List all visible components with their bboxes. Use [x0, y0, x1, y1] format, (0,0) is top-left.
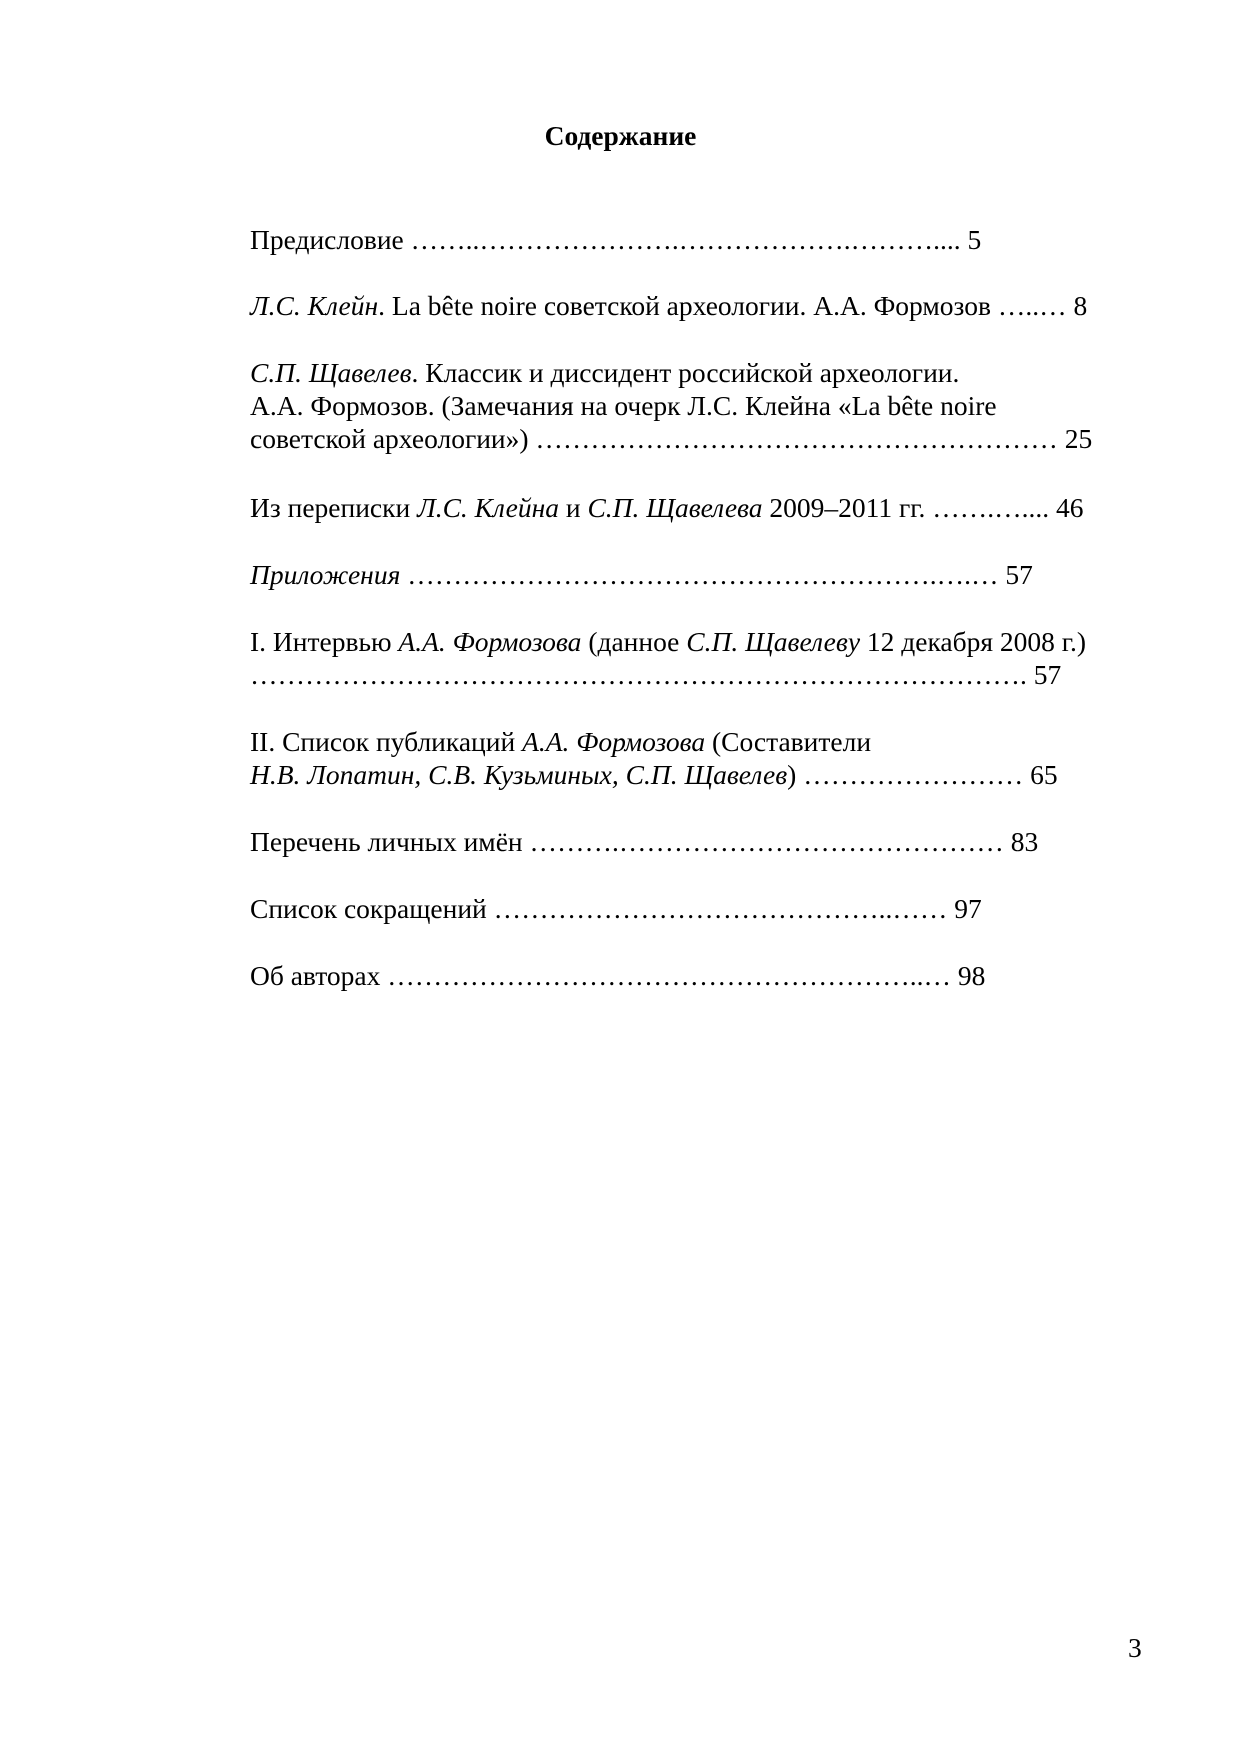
toc-entry-correspondence: Из переписки Л.С. Клейна и С.П. Щавелева 2009–2011 гг. …….….... 46 — [250, 492, 1084, 523]
page-title: Содержание — [544, 120, 697, 151]
author-italic: Л.С. Клейн — [250, 290, 379, 321]
toc-entry-appendices: Приложения ………………………………………………….….… 57 — [250, 559, 1033, 590]
toc-entry-klein: Л.С. Клейн. La bête noire советской археологии. А.А. Формозов …..… 8 — [250, 290, 1088, 321]
toc-entry-abbreviations: Список сокращений ……………………………………..…… 97 — [250, 893, 982, 924]
author-italic: С.П. Щавелев — [250, 357, 412, 388]
toc-entry-about-authors: Об авторах …………………………………………………..… 98 — [250, 960, 986, 991]
toc-entry-interview-line1: I. Интервью А.А. Формозова (данное С.П. Щавелеву 12 декабря 2008 г.) — [250, 626, 1086, 657]
toc-entry-shchavelev-line1: С.П. Щавелев. Классик и диссидент российской археологии. — [250, 357, 960, 388]
toc-entry-interview-line2: …………………………………………………………………………. 57 — [250, 659, 1062, 690]
toc-entry-names-index: Перечень личных имён ……….…………………………………… 83 — [250, 826, 1039, 857]
toc-entry-publications-line1: II. Список публикаций А.А. Формозова (Составители — [250, 726, 872, 757]
toc-entry-publications-line2: Н.В. Лопатин, С.В. Кузьминых, С.П. Щавелев) …………………… 65 — [250, 759, 1058, 790]
toc-entry-shchavelev-line3: советской археологии») ………………………………………………… 25 — [250, 423, 1093, 454]
toc-entry-preface: Предисловие ……..………………….……………….……….... 5 — [250, 224, 982, 255]
page-number: 3 — [1128, 1632, 1142, 1663]
toc-entry-shchavelev-line2: А.А. Формозов. (Замечания на очерк Л.С. Клейна «La bête noire — [250, 390, 997, 421]
